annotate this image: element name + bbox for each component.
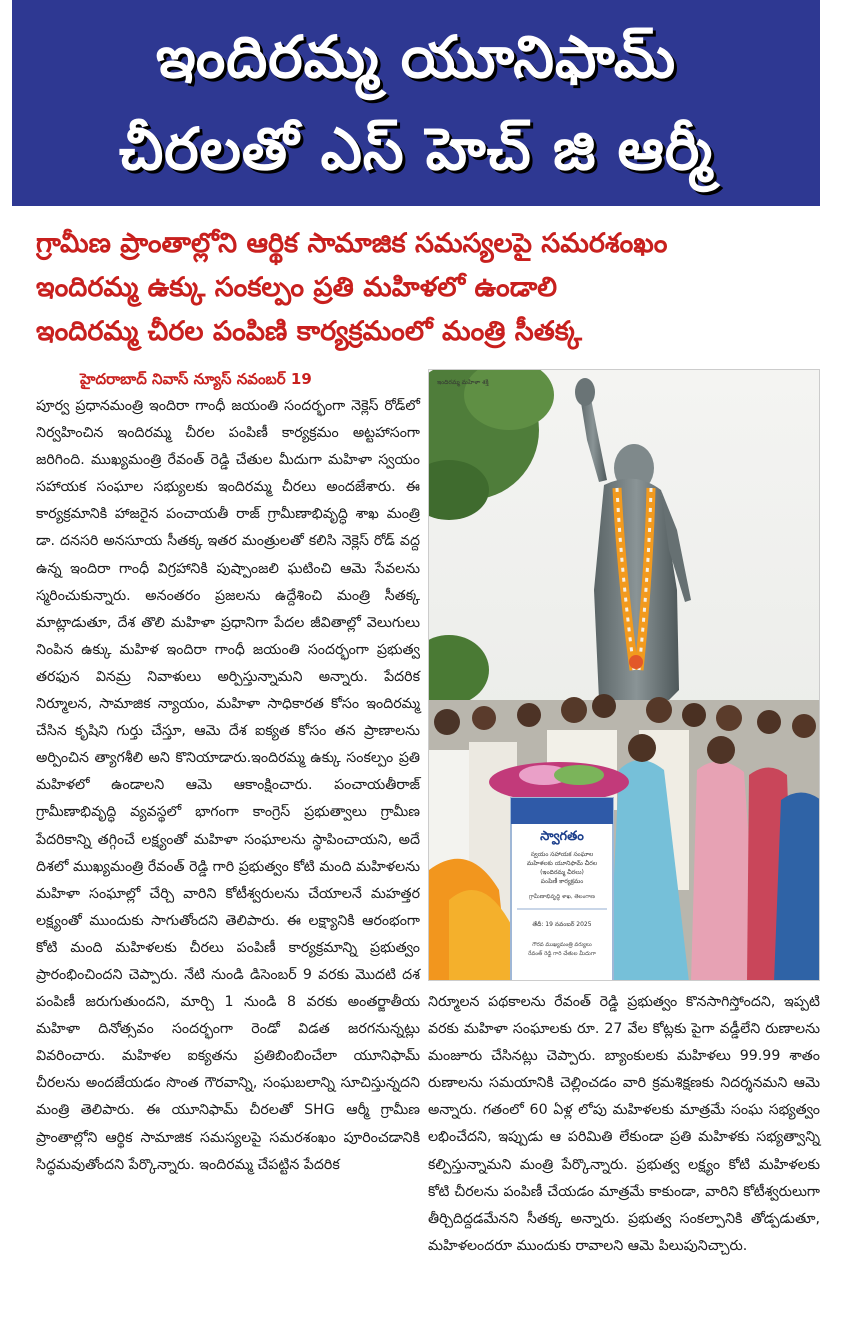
article-column-right <box>428 989 820 1260</box>
dateline: హైదరాబాద్ నివాస్ న్యూస్ నవంబర్ 19 <box>80 370 312 388</box>
headline-line-1: ఇందిరమ్మ యూనిఫామ్ <box>155 23 677 91</box>
statue-event-photo <box>429 370 820 981</box>
podium-banner <box>511 798 613 981</box>
news-photo <box>428 369 820 981</box>
banner-dept: గ్రామీణాభివృద్ధి శాఖ, తెలంగాణ <box>529 894 595 900</box>
photo-corner-text: ఇందిరమ్మ మహిళా శక్తి <box>437 379 489 386</box>
banner-line-2: మహిళలకు యూనిఫామ్ చీరల <box>526 860 598 867</box>
banner-footer-1: గౌరవ ముఖ్యమంత్రి వర్యులు <box>532 942 592 948</box>
subheadline-3: ఇందిరమ్మ చీరల పంపిణి కార్యక్రమంలో మంత్రి సీతక్క <box>36 316 582 347</box>
banner-footer-2: రేవంత్ రెడ్డి గారి చేతుల మీదుగా <box>528 951 596 957</box>
banner-line-1: స్వయం సహాయక సంఘాల <box>530 851 594 858</box>
article-body-left: పూర్వ ప్రధానమంత్రి ఇందిరా గాంధీ జయంతి సందర్భంగా నెక్లెస్ రోడ్‌లో నిర్వహించిన ఇందిరమ్మ చీరల పంపిణీ కార్యక్రమం అట్టహాసంగా జరిగింది. ముఖ్యమంత్రి రేవంత్ రెడ్డి చేతుల మీదుగా మహిళా స్వయం సహాయక సంఘాల సభ్యులకు ఇందిరమ్మ చీరలు అందజేశారు. ఈ కార్యక్రమానికి హాజరైన పంచాయతీ రాజ్ గ్రామీణాభివృద్ధి శాఖ మంత్రి డా. దనసరి అనసూయ సీతక్క ఇతర మంత్రులతో కలిసి నెక్లెస్ రోడ్ వద్ద ఉన్న ఇందిరా గాంధీ విగ్రహానికి పుష్పాంజలి ఘటించి ఆమె సేవలను స్మరించుకున్నారు. అనంతరం ప్రజలను ఉద్దేశించి మంత్రి సీతక్క మాట్లాడుతూ, దేశ తొలి మహిళా ప్రధానిగా పేదల జీవితాల్లో వెలుగులు నింపిన ఉక్కు మహిళ ఇందిరా గాంధీ జయంతి సందర్భంగా ప్రభుత్వ తరఫున వినమ్ర నివాళులు అర్పిస్తున్నామని అన్నారు. పేదరిక నిర్మూలన, సామాజిక న్యాయం, మహిళా సాధికారత కోసం ఇందిరమ్మ చేసిన కృషిని గుర్తు చేస్తూ, ఆమె దేశ ఐక్యత కోసం తన ప్రాణాలను అర్పించిన త్యాగశీలి అని కొనియాడారు.ఇందిరమ్మ ఉక్కు సంకల్పం ప్రతి మహిళలో ఉండాలని ఆమె ఆకాంక్షించారు. పంచాయతీరాజ్ గ్రామీణాభివృద్ధి వ్యవస్థలో భాగంగా కాంగ్రెస్ ప్రభుత్వాలు గ్రామీణ పేదరికాన్ని తగ్గించే లక్ష్యంతో మహిళా సంఘాలను స్థాపించాయని, అదే దిశలో ముఖ్యమంత్రి రేవంత్ రెడ్డి గారి ప్రభుత్వం కోటి మంది మహిళలను మహిళా సంఘాల్లో చేర్చి వారిని కోటీశ్వరులను చేయాలనే మహత్తర లక్ష్యంతో ముందుకు సాగుతోందని తెలిపారు. ఈ లక్ష్యానికి ఆరంభంగా కోటి మంది మహిళలకు చీరలు పంపిణీ కార్యక్రమాన్ని ప్రభుత్వం ప్రారంభించిందని చెప్పారు. నేటి నుండి డిసెంబర్ 9 వరకు మొదటి దశ పంపిణీ జరుగుతుందని, మార్చి 1 నుండి 8 వరకు అంతర్జాతీయ మహిళా దినోత్సవం సందర్భంగా రెండో విడత జరగనున్నట్లు వివరించారు. మహిళల ఐక్యతను ప్రతిబింబించేలా యూనిఫామ్ చీరలను అందజేయడం సొంత గౌరవాన్ని, సంఘబలాన్ని సూచిస్తున్నదని మంత్రి తెలిపారు. ఈ యూనిఫామ్ చీరలతో SHG ఆర్మీ గ్రామీణ ప్రాంతాల్లోని ఆర్థిక సామాజిక సమస్యలపై సమరశంఖం పూరించడానికి సిద్ధమవుతోందని పేర్కొన్నారు. ఇందిరమ్మ చేపట్టిన పేదరిక <box>36 398 420 1173</box>
headline-line-2: చీరలతో ఎస్ హెచ్ జి ఆర్మీ <box>118 115 714 183</box>
banner-date: తేదీ: 19 నవంబర్ 2025 <box>532 921 592 928</box>
banner-line-4: పంపిణీ కార్యక్రమం <box>540 878 584 885</box>
banner-title: స్వాగతం <box>540 829 584 844</box>
article-column-left <box>36 393 420 1179</box>
subheadline-1: గ్రామీణ ప్రాంతాల్లోని ఆర్థిక సామాజిక సమస్యలపై సమరశంఖం <box>36 228 668 259</box>
subheadline-2: ఇందిరమ్మ ఉక్కు సంకల్పం ప్రతి మహిళలో ఉండాలి <box>36 272 558 303</box>
article-body-right: నిర్మూలన పథకాలను రేవంత్ రెడ్డి ప్రభుత్వం కొనసాగిస్తోందని, ఇప్పటి వరకు మహిళా సంఘాలకు రూ. 27 వేల కోట్లకు పైగా వడ్డీలేని రుణాలను మంజూరు చేసినట్లు చెప్పారు. బ్యాంకులకు మహిళలు 99.99 శాతం రుణాలను సమయానికి చెల్లించడం వారి క్రమశిక్షణకు నిదర్శనమని ఆమె అన్నారు. గతంలో 60 ఏళ్ల లోపు మహిళలకు మాత్రమే సంఘ సభ్యత్వం లభించేదని, ఇప్పుడు ఆ పరిమితి లేకుండా ప్రతి మహిళకు సభ్యత్వాన్ని కల్పిస్తున్నామని మంత్రి పేర్కొన్నారు. ప్రభుత్వ లక్ష్యం కోటి మహిళలకు కోటి చీరలను పంపిణీ చేయడం మాత్రమే కాకుండా, వారిని కోటీశ్వరులుగా తీర్చిదిద్దడమేనని సీతక్క అన్నారు. ప్రభుత్వ సంకల్పానికి తోడ్పడుతూ, మహిళలందరూ ముందుకు రావాలని ఆమె పిలుపునిచ్చారు. <box>428 994 820 1254</box>
subheadlines <box>36 222 816 354</box>
headline-banner <box>12 0 820 206</box>
banner-line-3: (ఇందిరమ్మ చీరలు) <box>540 869 584 876</box>
